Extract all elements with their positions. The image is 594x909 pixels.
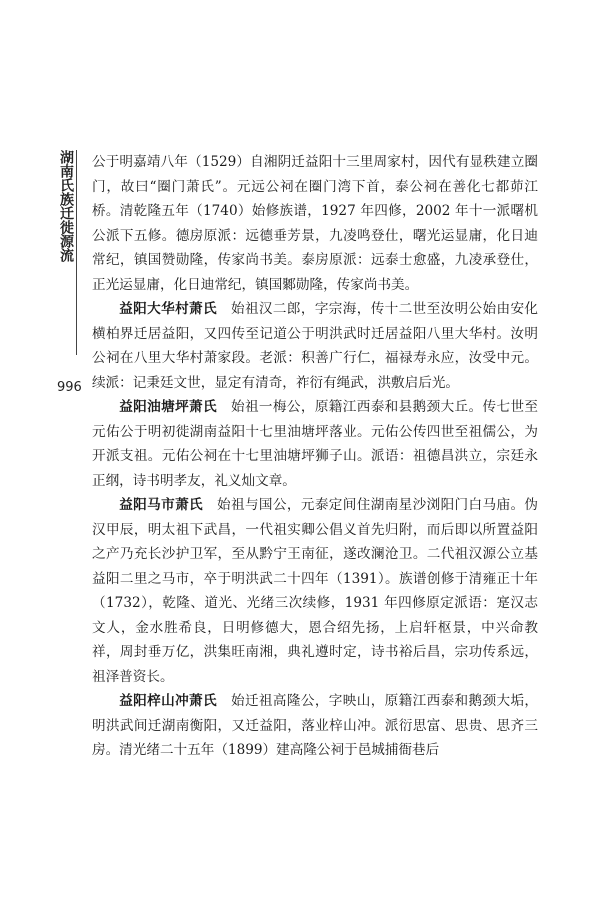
paragraph-text: 始祖与国公，元泰定间住湖南星沙浏阳门白马庙。伪汉甲辰，明太祖下武昌，一代祖实卿公倡义首先归附，而后即以所置益阳之产乃充长沙护卫军，至从黔宁王南征，遂改澜沧卫。二代祖汉源公立基益阳二里之马市，卒于明洪武二十四年（1391）。族谱创修于清雍正十年（1732），乾隆、道光、光绪三次续修，1931 年四修原定派语：寔汉志文人，金水胜希良，日明修德大，恩合绍先扬，上启轩枢景，中兴命教祥，周封垂万亿，洪集旺南湘，典礼遵时定，诗书裕后昌，宗功传系远，祖泽普资长。 xyxy=(92,497,539,685)
paragraph-dahuacun xyxy=(92,297,538,395)
section-heading: 益阳梓山冲萧氏 xyxy=(119,693,217,709)
paragraph-text: 始迁祖高隆公，字映山，原籍江西泰和鹅颈大垢，明洪武间迁湖南衡阳，又迁益阳，落业梓山冲。派衍思富、思贵、思齐三房。清光绪二十五年（1899）建高隆公祠于邑城捕衙巷后 xyxy=(92,693,539,758)
section-heading: 益阳马市萧氏 xyxy=(119,497,204,513)
paragraph-youtangping xyxy=(92,395,538,493)
page-number: 996 xyxy=(57,380,82,395)
section-heading: 益阳油塘坪萧氏 xyxy=(119,399,217,415)
book-title-sidebar: 湖南氏族迁徙源流 xyxy=(58,150,74,262)
section-heading: 益阳大华村萧氏 xyxy=(119,301,217,317)
paragraph-text: 公于明嘉靖八年（1529）自湘阴迁益阳十三里周家村，因代有显秩建立圈门，故曰“圈门萧氏”。元远公祠在圈门湾下首，泰公祠在善化七都茆江桥。清乾隆五年（1740）始修族谱，1927 年四修，2002 年十一派曙机公派下五修。德房原派：远德垂芳景，九凌鸣登仕，曙光运显庸，化日迪常纪，镇国赞勋隆，传家尚书美。泰房原派：远泰士愈盛，九凌承登仕，正光运显庸，化日迪常纪，镇国鄹勋隆，传家尚书美。 xyxy=(92,154,538,293)
paragraph-text: 始祖一梅公，原籍江西泰和县鹅颈大丘。传七世至元佑公于明初徙湖南益阳十七里油塘坪落业。元佑公传四世至祖儒公，为开派支祖。元佑公祠在十七里油塘坪狮子山。派语：祖德昌洪立，宗廷永正纲，诗书明孝友，礼义灿文章。 xyxy=(92,399,539,489)
paragraph-zishanchong xyxy=(92,689,538,763)
paragraph-text: 始祖汉二郎，字宗海，传十二世至汝明公始由安化横柏界迁居益阳，又四传至记道公于明洪武时迁居益阳八里大华村。汝明公祠在八里大华村萧家段。老派：积善广行仁，福禄寿永应，汝受中元。续派：记秉廷文世，显定有清奇，祚衍有绳武，洪敷启后光。 xyxy=(92,301,539,391)
sidebar-divider xyxy=(76,150,77,355)
paragraph-continued xyxy=(92,150,538,297)
body-text xyxy=(92,150,538,763)
paragraph-mashi xyxy=(92,493,538,689)
